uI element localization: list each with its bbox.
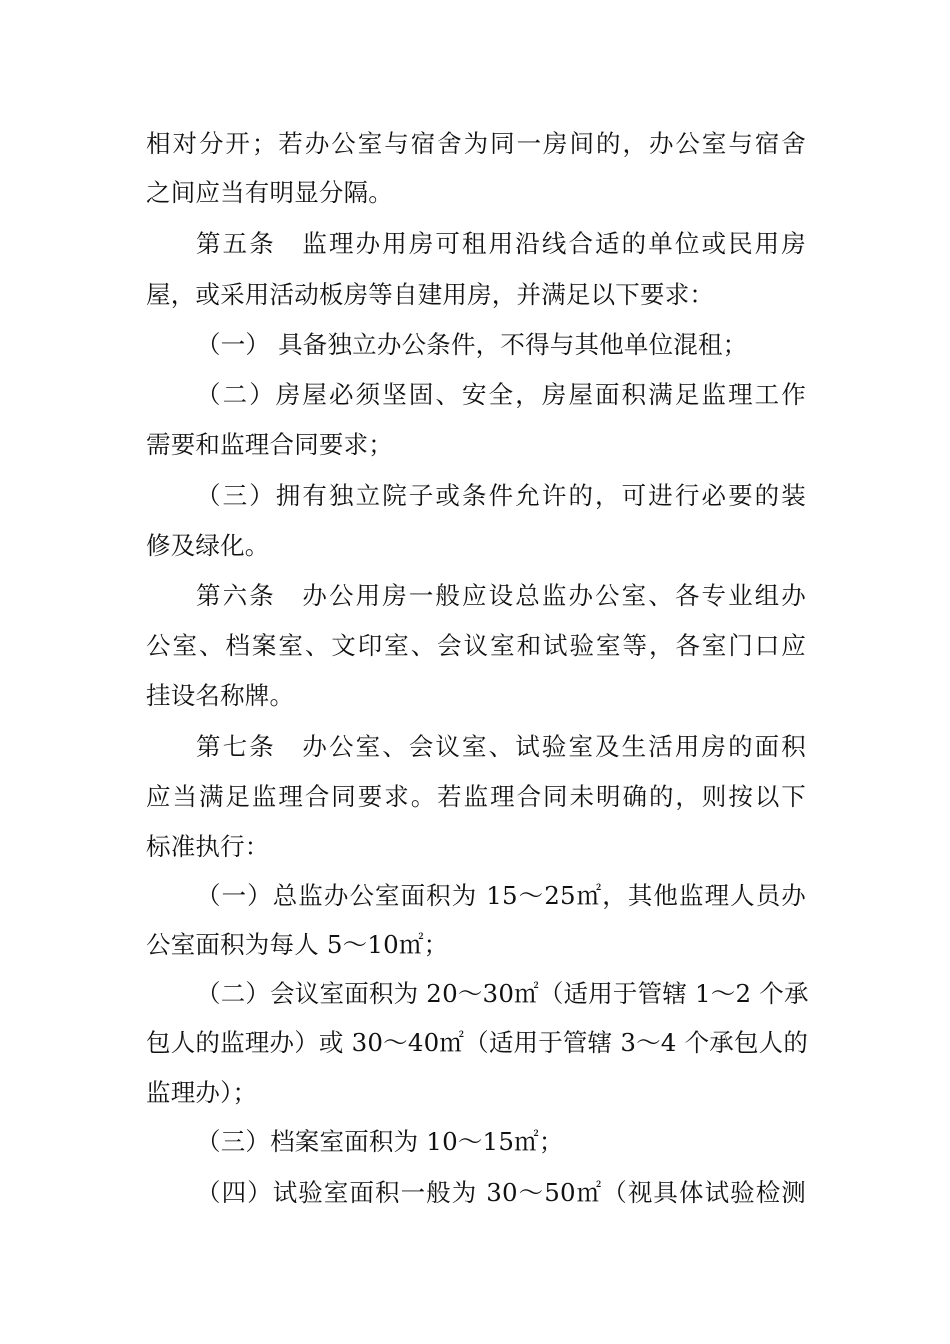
text-line: 第五条 监理办用房可租用沿线合适的单位或民用房 [196, 229, 806, 258]
text-line: 第六条 办公用房一般应设总监办公室、各专业组办 [196, 581, 806, 610]
text-line: （一） 具备独立办公条件，不得与其他单位混租； [196, 330, 748, 359]
text-line: 公室、档案室、文印室、会议室和试验室等，各室门口应 [146, 631, 806, 660]
text-line: 相对分开；若办公室与宿舍为同一房间的，办公室与宿舍 [146, 129, 806, 158]
text-line: 标准执行： [146, 832, 270, 861]
text-line: （三）档案室面积为 10～15㎡； [196, 1127, 564, 1156]
text-line: （二）房屋必须坚固、安全，房屋面积满足监理工作 [196, 380, 806, 409]
text-line: （四）试验室面积一般为 30～50㎡（视具体试验检测 [196, 1178, 806, 1207]
text-line: （一）总监办公室面积为 15～25㎡，其他监理人员办 [196, 881, 806, 910]
text-line: 挂设名称牌。 [146, 681, 295, 710]
text-line: 屋，或采用活动板房等自建用房，并满足以下要求： [146, 280, 715, 309]
text-line: 公室面积为每人 5～10㎡； [146, 930, 449, 959]
text-line: 修及绿化。 [146, 531, 270, 560]
text-line: 监理办）； [146, 1078, 258, 1107]
text-line: 第七条 办公室、会议室、试验室及生活用房的面积 [196, 732, 806, 761]
text-line: 需要和监理合同要求； [146, 430, 393, 459]
text-line: 应当满足监理合同要求。若监理合同未明确的，则按以下 [146, 782, 806, 811]
text-line: 之间应当有明显分隔。 [146, 178, 393, 207]
text-line: （二）会议室面积为 20～30㎡（适用于管辖 1～2 个承 [196, 979, 809, 1008]
text-line: 包人的监理办）或 30～40㎡（适用于管辖 3～4 个承包人的 [146, 1028, 809, 1057]
text-line: （三）拥有独立院子或条件允许的，可进行必要的装 [196, 481, 806, 510]
